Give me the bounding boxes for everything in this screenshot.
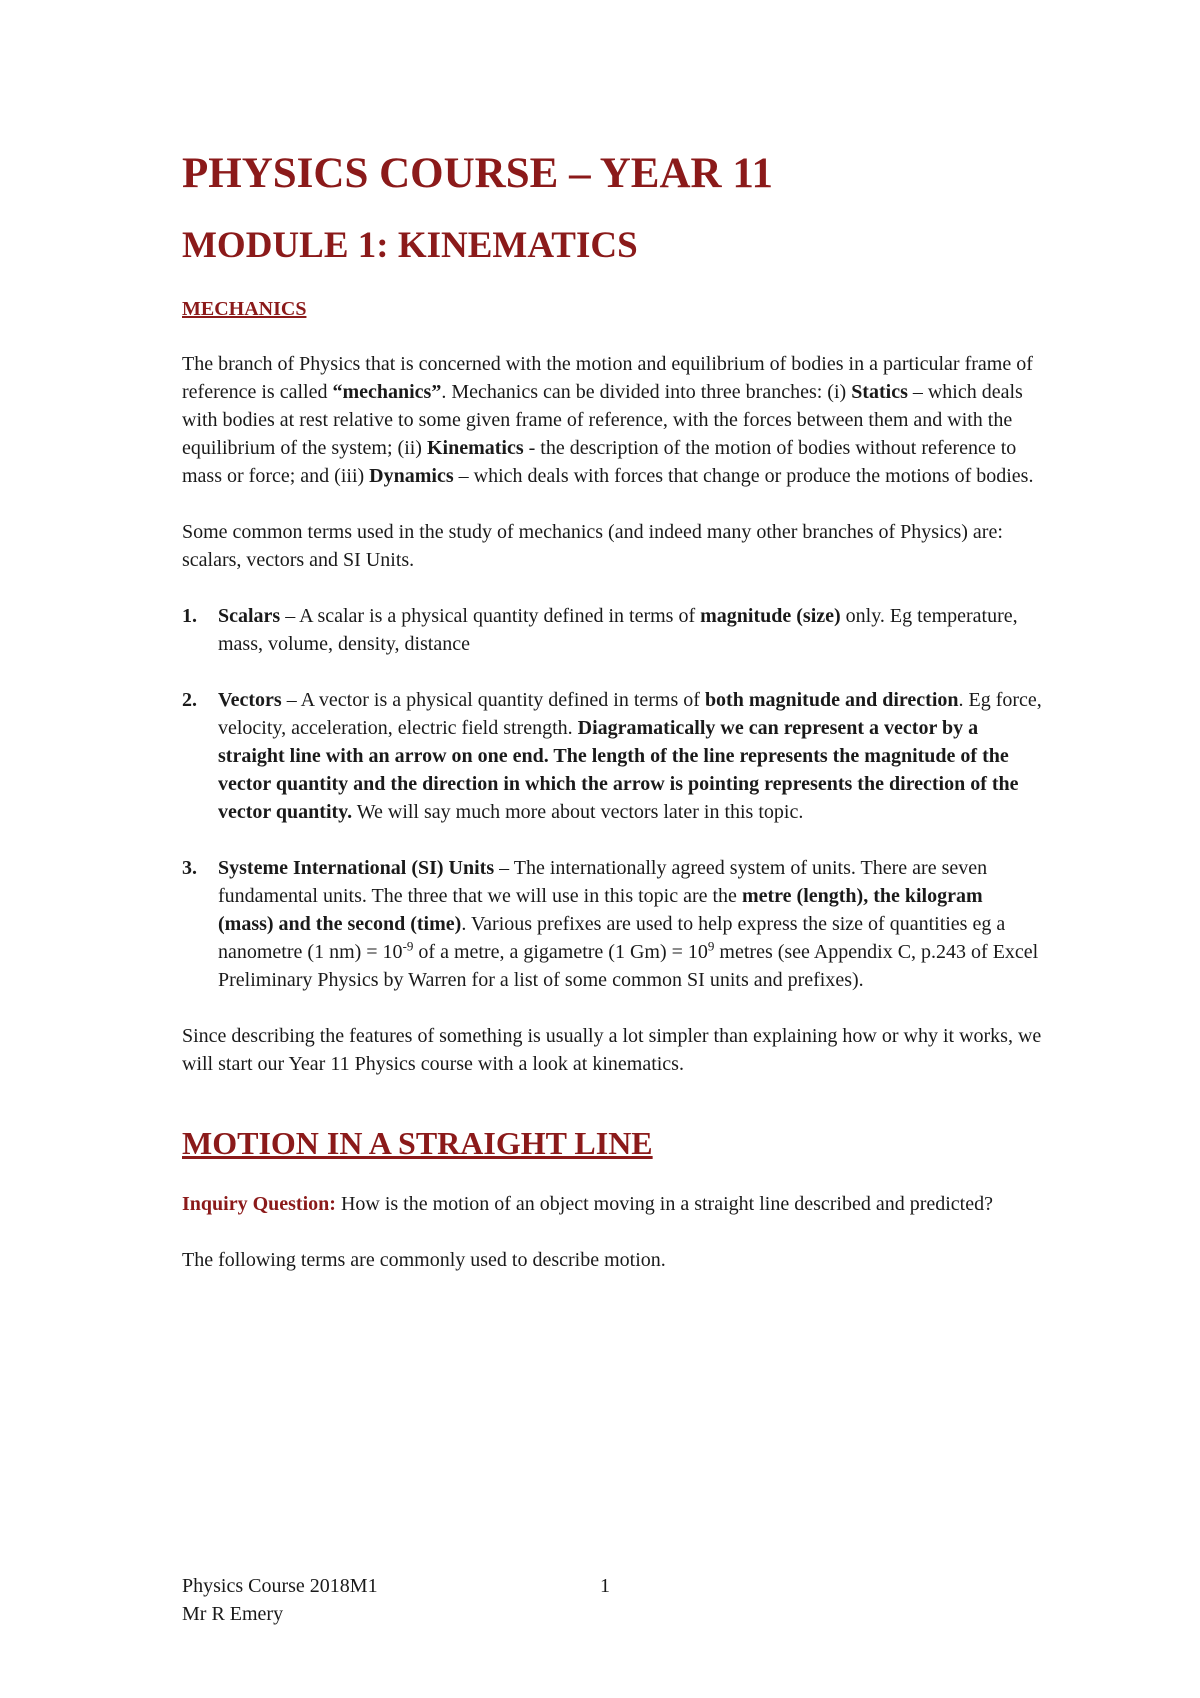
text-run: The branch of Physics that is concerned with the motion and equilibrium of bodies in a particular frame of reference is called: [182, 352, 1033, 403]
text-run: only. Eg temperature, mass, volume, density, distance: [218, 604, 1018, 655]
list-item-vectors: [182, 686, 1042, 826]
exponent: 9: [707, 938, 715, 954]
terms-list: [182, 602, 1042, 994]
kinematics-intro-paragraph: Since describing the features of something is usually a lot simpler than explaining how or why it works, we will start our Year 11 Physics course with a look at kinematics.: [182, 1024, 1042, 1075]
section-heading-mechanics: MECHANICS: [182, 297, 307, 320]
text-run: – which deals with forces that change or produce the motions of bodies.: [453, 464, 1034, 487]
list-item-body: [218, 854, 1042, 994]
term-dynamics: Dynamics: [369, 464, 454, 487]
footer-author: Mr R Emery: [182, 1603, 284, 1625]
list-item-body: [218, 686, 1042, 826]
exponent: -9: [402, 938, 414, 954]
footer-course: Physics Course 2018M1: [182, 1575, 378, 1597]
list-item-si-units: [182, 854, 1042, 994]
text-run: . Various prefixes are used to help express the size of quantities eg a nanometre (1 nm) = 10: [218, 912, 1006, 963]
list-number: 2.: [182, 688, 197, 711]
mechanics-paragraph: [182, 350, 1042, 490]
text-run: We will say much more about vectors later in this topic.: [352, 800, 804, 823]
term-mechanics: “mechanics”: [332, 380, 442, 403]
text-run: – which deals with bodies at rest relative to some given frame of reference, with the forces between them and with the equilibrium of the system; (ii): [182, 380, 1023, 459]
term-vectors: Vectors: [218, 688, 282, 711]
bold-run: Diagramatically we can represent a vector by a straight line with an arrow on one end. The length of the line represents the magnitude of the vector quantity and the direction in which the arrow is pointing represents the direction of the vector quantity.: [218, 716, 1019, 823]
text-run: – A scalar is a physical quantity defined in terms of: [280, 604, 701, 627]
inquiry-question: [182, 1190, 1042, 1218]
course-title: PHYSICS COURSE – YEAR 11: [182, 150, 773, 197]
text-run: – A vector is a physical quantity defined in terms of: [281, 688, 705, 711]
page-number: 1: [600, 1575, 610, 1597]
text-run: . Eg force, velocity, acceleration, electric field strength.: [218, 688, 1042, 739]
inquiry-text: How is the motion of an object moving in a straight line described and predicted?: [335, 1193, 993, 1216]
text-run: of a metre, a gigametre (1 Gm) = 10: [413, 940, 708, 963]
bold-run: metre (length), the kilogram (mass) and the second (time): [218, 884, 983, 935]
text-run: . Mechanics can be divided into three branches: (i): [441, 380, 852, 403]
list-item-body: [218, 602, 1042, 658]
motion-heading: MOTION IN A STRAIGHT LINE: [182, 1124, 653, 1161]
bold-run: magnitude (size): [700, 604, 841, 627]
motion-terms-paragraph: The following terms are commonly used to describe motion.: [182, 1249, 666, 1272]
bold-run: both magnitude and direction: [704, 688, 959, 711]
list-number: 1.: [182, 604, 197, 627]
common-terms-paragraph: Some common terms used in the study of mechanics (and indeed many other branches of Physics) are: scalars, vectors and SI Units.: [182, 520, 1003, 571]
list-number: 3.: [182, 856, 197, 879]
module-title: MODULE 1: KINEMATICS: [182, 224, 638, 266]
page-content: [182, 148, 1042, 1274]
text-run: - the description of the motion of bodies without reference to mass or force; and (iii): [182, 436, 1017, 487]
text-run: metres (see Appendix C, p.243 of Excel Preliminary Physics by Warren for a list of some common SI units and prefixes).: [218, 940, 1039, 991]
inquiry-label: Inquiry Question:: [182, 1193, 336, 1216]
term-si-units: Systeme International (SI) Units: [218, 856, 495, 879]
list-item-scalars: [182, 602, 1042, 658]
term-scalars: Scalars: [218, 604, 281, 627]
term-statics: Statics: [851, 380, 908, 403]
term-kinematics: Kinematics: [426, 436, 524, 459]
text-run: – The internationally agreed system of units. There are seven fundamental units. The three that we will use in this topic are the: [218, 856, 988, 907]
footer: [182, 1572, 378, 1628]
